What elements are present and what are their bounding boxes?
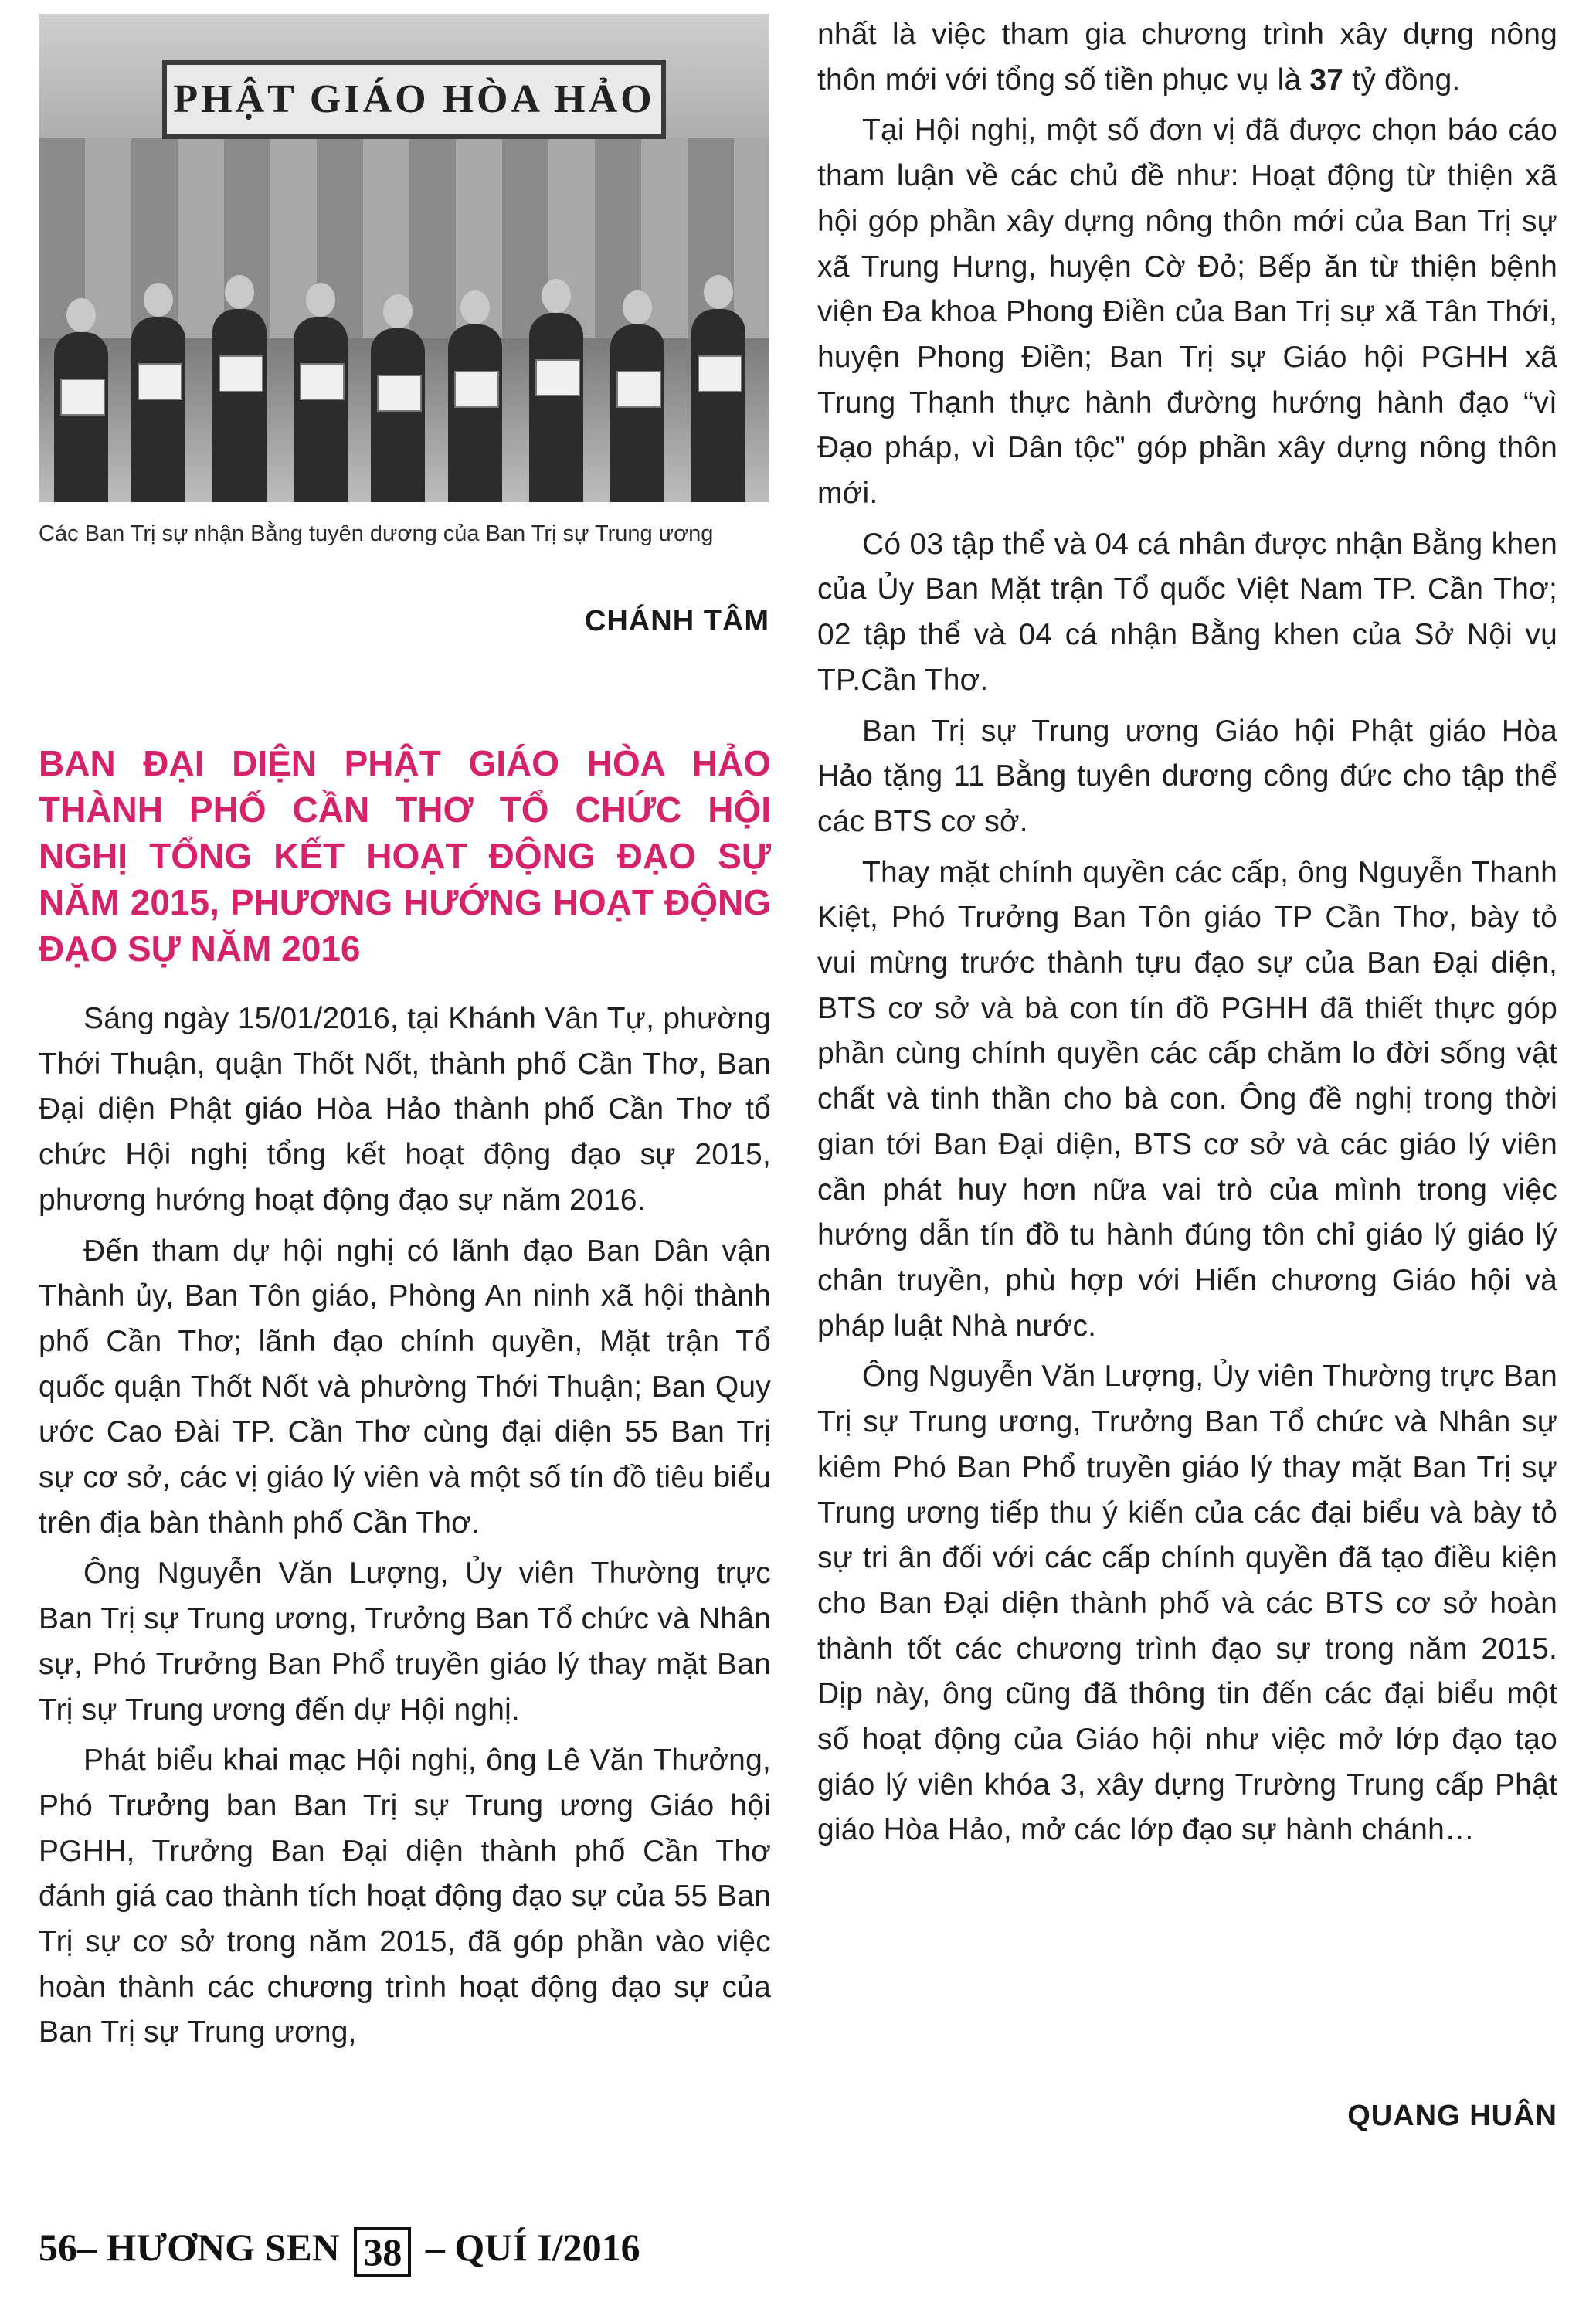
photo-people-group — [39, 270, 769, 502]
issue-number: 38 — [354, 2227, 411, 2277]
photo-person — [54, 332, 108, 502]
right-column-body — [817, 12, 1557, 1859]
author-byline: QUANG HUÂN — [1347, 2100, 1557, 2132]
paragraph: Thay mặt chính quyền các cấp, ông Nguyễn Thanh Kiệt, Phó Trưởng Ban Tôn giáo TP Cần Thơ, bày tỏ vui mừng trước thành tựu đạo sự của Ban Đại diện, BTS cơ sở và bà con tín đồ PGHH đã thiết thực góp phần cùng chính quyền các cấp chăm lo đời sống vật chất và tinh thần cho bà con. Ông đề nghị trong thời gian tới Ban Đại diện, BTS cơ sở và các giáo lý viên cần phát huy hơn nữa vai trò của mình trong việc hướng dẫn tín đồ tu hành đúng tôn chỉ giáo lý giáo lý chân truyền, phù hợp với Hiến chương Giáo hội và pháp luật Nhà nước. — [817, 855, 1557, 1343]
page-number: 56 — [39, 2226, 77, 2269]
paragraph: Ban Trị sự Trung ương Giáo hội Phật giáo Hòa Hảo tặng 11 Bằng tuyên dương công đức cho tập thể các BTS cơ sở. — [817, 714, 1557, 838]
photo-person — [610, 324, 664, 502]
paragraph: Sáng ngày 15/01/2016, tại Khánh Vân Tự, phường Thới Thuận, quận Thốt Nốt, thành phố Cần Thơ, Ban Đại diện Phật giáo Hòa Hảo thành phố Cần Thơ tổ chức Hội nghị tổng kết hoạt động đạo sự 2015, phương hướng hoạt động đạo sự năm 2016. — [39, 1002, 771, 1217]
event-photo — [39, 14, 769, 502]
footer-dash: – — [425, 2226, 445, 2269]
paragraph: Ông Nguyễn Văn Lượng, Ủy viên Thường trực Ban Trị sự Trung ương, Trưởng Ban Tổ chức và Nhân sự, Phó Trưởng Ban Phổ truyền giáo lý thay mặt Ban Trị sự Trung ương đến dự Hội nghị. — [39, 1557, 771, 1727]
issue-period: QUÍ I/2016 — [454, 2226, 640, 2269]
photo-caption: Các Ban Trị sự nhận Bằng tuyên dương của Ban Trị sự Trung ương — [39, 521, 714, 546]
author-byline: CHÁNH TÂM — [584, 605, 769, 637]
footer-dash: – — [77, 2226, 97, 2269]
paragraph: Có 03 tập thể và 04 cá nhân được nhận Bằng khen của Ủy Ban Mặt trận Tổ quốc Việt Nam TP. Cần Thơ; 02 tập thể và 04 cá nhận Bằng khen của Sở Nội vụ TP.Cần Thơ. — [817, 527, 1557, 697]
paragraph: Ông Nguyễn Văn Lượng, Ủy viên Thường trực Ban Trị sự Trung ương, Trưởng Ban Tổ chức và Nhân sự kiêm Phó Ban Phổ truyền giáo lý thay mặt Ban Trị sự Trung ương tiếp thu ý kiến của các đại biểu và bày tỏ sự tri ân đối với các cấp chính quyền đã tạo điều kiện cho Ban Đại diện thành phố và các BTS cơ sở hoàn thành tốt các chương trình đạo sự trong năm 2015. Dịp này, ông cũng đã thông tin đến các đại biểu một số hoạt động của Giáo hội như việc mở lớp đạo tạo giáo lý viên khóa 3, xây dựng Trường Trung cấp Phật giáo Hòa Hảo, mở các lớp đạo sự hành chánh… — [817, 1360, 1557, 1847]
continuation-text-end: tỷ đồng. — [1343, 63, 1461, 97]
photo-person — [448, 324, 502, 502]
left-column-body — [39, 997, 771, 2061]
photo-person — [691, 309, 745, 502]
amount-bold: 37 — [1309, 63, 1344, 97]
paragraph: Đến tham dự hội nghị có lãnh đạo Ban Dân vận Thành ủy, Ban Tôn giáo, Phòng An ninh xã hội thành phố Cần Thơ; lãnh đạo chính quyền, Mặt trận Tổ quốc quận Thốt Nốt và phường Thới Thuận; Ban Quy ước Cao Đài TP. Cần Thơ cùng đại diện 55 Ban Trị sự cơ sở, các vị giáo lý viên và một số tín đồ tiêu biểu trên địa bàn thành phố Cần Thơ. — [39, 1234, 771, 1540]
photo-person — [529, 313, 583, 502]
photo-banner: PHẬT GIÁO HÒA HẢO — [162, 60, 666, 139]
magazine-name: HƯƠNG SEN — [106, 2226, 340, 2269]
continuation-text: nhất là việc tham gia chương trình xây dựng nông thôn mới với tổng số tiền phục vụ là — [817, 18, 1557, 97]
photo-person — [131, 317, 185, 502]
paragraph: Phát biểu khai mạc Hội nghị, ông Lê Văn Thưởng, Phó Trưởng ban Ban Trị sự Trung ương Giáo hội PGHH, Trưởng Ban Đại diện thành phố Cần Thơ đánh giá cao thành tích hoạt động đạo sự của 55 Ban Trị sự cơ sở trong năm 2015, đã góp phần vào việc hoàn thành các chương trình hoạt động đạo sự của Ban Trị sự Trung ương, — [39, 1744, 771, 2049]
paragraph: Tại Hội nghị, một số đơn vị đã được chọn báo cáo tham luận về các chủ đề như: Hoạt động từ thiện xã hội góp phần xây dựng nông thôn mới của Ban Trị sự xã Trung Hưng, huyện Cờ Đỏ; Bếp ăn từ thiện bệnh viện Đa khoa Phong Điền của Ban Trị sự xã Tân Thới, huyện Phong Điền; Ban Trị sự Giáo hội PGHH xã Trung Thạnh thực hành đường hướng hành đạo “vì Đạo pháp, vì Dân tộc” góp phần xây dựng nông thôn mới. — [817, 114, 1557, 511]
photo-person — [294, 317, 348, 502]
paragraph-continuation — [817, 12, 1557, 103]
photo-person — [371, 328, 425, 502]
page-footer — [39, 2220, 640, 2274]
article-headline: BAN ĐẠI DIỆN PHẬT GIÁO HÒA HẢO THÀNH PHỐ CẦN THƠ TỔ CHỨC HỘI NGHỊ TỔNG KẾT HOẠT ĐỘNG ĐẠO SỰ NĂM 2015, PHƯƠNG HƯỚNG HOẠT ĐỘNG ĐẠO SỰ NĂM 2016 — [39, 743, 771, 969]
photo-person — [212, 309, 267, 502]
